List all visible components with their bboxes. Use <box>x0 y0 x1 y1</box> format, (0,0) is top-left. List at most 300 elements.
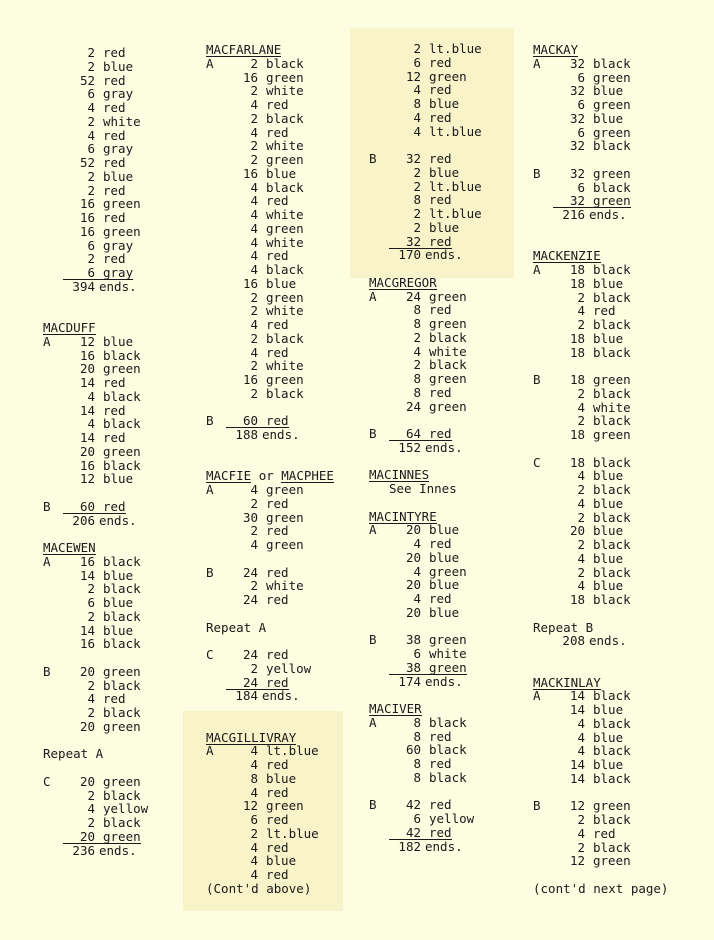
thread-count: 2 <box>87 58 95 74</box>
ends-label: ends. <box>425 247 463 263</box>
thread-count-row <box>369 358 509 372</box>
thread-count: 6 <box>87 265 95 280</box>
thread-count-row <box>43 431 183 445</box>
thread-color: lt.blue <box>429 123 482 139</box>
thread-count-row <box>533 469 683 483</box>
thread-color: red <box>429 151 452 166</box>
thread-count-row <box>206 277 356 291</box>
thread-count-row <box>533 497 683 511</box>
thread-count-row <box>369 42 509 56</box>
thread-count: 18 <box>569 330 585 346</box>
column-2 <box>206 43 356 896</box>
thread-count: 20 <box>405 522 421 538</box>
thread-count-row <box>43 115 183 129</box>
thread-color: blue <box>593 83 624 99</box>
thread-count-row <box>369 152 509 166</box>
thread-color: red <box>593 303 616 319</box>
thread-count-row <box>206 524 356 538</box>
thread-color: blue <box>593 275 624 291</box>
section-label: C <box>43 773 51 789</box>
thread-count: 2 <box>577 509 585 525</box>
thread-count-row <box>533 346 683 360</box>
thread-count: 2 <box>250 55 258 71</box>
thread-count: 4 <box>577 468 585 484</box>
thread-count: 20 <box>405 604 421 620</box>
spacer <box>206 442 356 456</box>
thread-color: red <box>429 797 452 813</box>
thread-color: black <box>593 138 631 154</box>
thread-color: blue <box>593 523 624 539</box>
thread-count-row <box>43 74 183 88</box>
thread-count-row <box>369 345 509 359</box>
ends-label: ends. <box>425 439 463 455</box>
spacer <box>369 620 509 634</box>
thread-count-row <box>533 428 683 442</box>
thread-count: 4 <box>577 743 585 759</box>
thread-count-row <box>206 579 356 593</box>
spacer <box>533 442 683 456</box>
thread-count: 2 <box>250 495 258 511</box>
thread-count-row <box>206 291 356 305</box>
thread-color: black <box>593 413 631 429</box>
total-count: 152 <box>398 439 421 455</box>
thread-color: black <box>593 262 631 277</box>
thread-count: 4 <box>250 248 258 264</box>
thread-count-row <box>369 111 509 125</box>
tartan-heading <box>369 276 509 290</box>
thread-count-row <box>43 184 183 198</box>
thread-count: 14 <box>79 430 95 445</box>
section-label: A <box>206 482 214 497</box>
thread-count: 16 <box>79 223 95 239</box>
thread-color: black <box>266 385 304 401</box>
thread-count-row <box>43 390 183 404</box>
thread-count: 2 <box>413 178 421 194</box>
thread-color: black <box>103 457 141 473</box>
thread-count: 6 <box>577 69 585 85</box>
thread-count: 2 <box>87 608 95 624</box>
thread-count: 2 <box>577 812 585 827</box>
tartan-heading <box>206 469 356 483</box>
thread-color: black <box>429 357 467 373</box>
thread-count: 4 <box>413 536 421 551</box>
thread-count-row <box>206 813 356 827</box>
thread-count-row <box>369 221 509 235</box>
thread-count-row <box>206 483 356 497</box>
thread-count: 24 <box>405 288 421 304</box>
thread-count-row <box>43 211 183 225</box>
thread-count: 20 <box>79 443 95 459</box>
thread-color: red <box>266 124 289 140</box>
thread-color: red <box>266 413 289 429</box>
thread-count-row <box>206 153 356 167</box>
thread-count: 2 <box>413 329 421 345</box>
thread-count-row <box>206 758 356 772</box>
thread-count-row <box>369 798 509 812</box>
thread-count: 14 <box>569 770 585 786</box>
thread-color: blue <box>103 622 134 638</box>
thread-color: blue <box>593 702 624 717</box>
total-ends-line <box>206 689 356 703</box>
thread-color: lt.blue <box>266 743 319 759</box>
thread-count: 6 <box>87 141 95 157</box>
thread-color: blue <box>593 757 624 772</box>
column-3 <box>369 42 509 853</box>
thread-count: 4 <box>250 537 258 552</box>
tartan-name: MACKAY <box>533 42 579 57</box>
spacer <box>43 294 183 308</box>
thread-color: black <box>593 289 631 305</box>
thread-count: 2 <box>87 581 95 597</box>
thread-count: 2 <box>250 289 258 305</box>
thread-color: red <box>103 251 126 267</box>
thread-count-row <box>533 689 683 703</box>
thread-color: black <box>266 55 304 71</box>
thread-color: blue <box>429 522 460 538</box>
thread-count: 38 <box>405 632 421 648</box>
thread-color: blue <box>593 578 624 594</box>
thread-count-row <box>43 679 183 693</box>
thread-color: red <box>429 109 452 125</box>
ends-label: ends. <box>262 427 300 442</box>
thread-color: gray <box>103 86 134 102</box>
thread-count-row <box>206 662 356 676</box>
tartan-heading <box>533 676 683 690</box>
thread-count-row <box>369 578 509 592</box>
thread-count: 4 <box>250 262 258 277</box>
thread-count-row <box>43 665 183 679</box>
thread-count: 8 <box>413 769 421 785</box>
thread-count-row <box>369 523 509 537</box>
thread-count: 2 <box>87 251 95 267</box>
spacer <box>206 634 356 648</box>
thread-count-row <box>533 304 683 318</box>
spacer <box>533 236 683 250</box>
thread-count-row <box>533 524 683 538</box>
thread-count: 2 <box>87 705 95 720</box>
thread-count: 2 <box>250 152 258 167</box>
thread-color: black <box>593 509 631 525</box>
total-count: 182 <box>398 838 421 854</box>
thread-color: green <box>593 193 631 209</box>
thread-count-row <box>369 290 509 304</box>
thread-count: 2 <box>577 289 585 305</box>
thread-color: green <box>593 372 631 387</box>
thread-count-row <box>369 372 509 386</box>
spacer <box>533 607 683 621</box>
thread-color: green <box>593 798 631 814</box>
thread-count: 4 <box>413 82 421 98</box>
thread-count-row <box>206 236 356 250</box>
thread-count-row <box>533 71 683 85</box>
spacer <box>533 359 683 373</box>
tartan-heading <box>533 43 683 57</box>
thread-color: lt.blue <box>429 41 482 56</box>
thread-color: black <box>429 742 467 758</box>
thread-count: 8 <box>413 316 421 331</box>
tartan-name: MACIVER <box>369 701 422 716</box>
thread-count: 2 <box>250 523 258 539</box>
thread-color: white <box>593 399 631 415</box>
thread-color: green <box>103 663 141 679</box>
thread-count: 12 <box>569 798 585 814</box>
section-label: B <box>43 498 51 514</box>
thread-count-row <box>43 637 183 651</box>
thread-color: black <box>593 317 631 332</box>
thread-count-row <box>533 703 683 717</box>
thread-count-row <box>369 743 509 757</box>
thread-color: green <box>593 124 631 140</box>
thread-count-row <box>533 126 683 140</box>
thread-color: red <box>103 45 126 60</box>
thread-count-row <box>206 868 356 882</box>
thread-color: black <box>103 705 141 720</box>
thread-color: red <box>266 97 289 112</box>
thread-color: white <box>266 578 304 594</box>
thread-count-row <box>533 799 683 813</box>
thread-color: green <box>593 427 631 442</box>
thread-color: black <box>593 55 631 71</box>
thread-count-row <box>43 610 183 624</box>
thread-count-row <box>206 414 356 428</box>
thread-count: 4 <box>87 388 95 404</box>
total-count: 208 <box>562 633 585 649</box>
section-label: B <box>533 372 541 387</box>
thread-count: 38 <box>405 659 421 675</box>
thread-count-row <box>533 84 683 98</box>
thread-color: red <box>103 691 126 707</box>
thread-count: 4 <box>577 729 585 745</box>
thread-color: green <box>266 798 304 814</box>
thread-count-row <box>369 565 509 579</box>
thread-count: 8 <box>413 192 421 208</box>
note-text: (cont'd next page) <box>533 880 669 896</box>
thread-color: red <box>266 248 289 264</box>
thread-color: green <box>266 289 304 305</box>
thread-count: 4 <box>250 97 258 112</box>
tartan-name: MACDUFF <box>43 320 96 335</box>
thread-count-row <box>206 249 356 263</box>
thread-count: 2 <box>413 41 421 56</box>
thread-count-row <box>43 46 183 60</box>
thread-count-row <box>43 569 183 583</box>
note-text: See Innes <box>389 481 457 496</box>
column-4 <box>533 43 683 896</box>
thread-count: 20 <box>79 773 95 789</box>
thread-count: 2 <box>577 564 585 580</box>
thread-color: white <box>266 358 304 374</box>
thread-count: 2 <box>413 164 421 180</box>
thread-count-row <box>369 537 509 551</box>
thread-count-row <box>43 60 183 74</box>
thread-count-row <box>43 720 183 734</box>
thread-count: 16 <box>242 165 258 181</box>
spacer <box>43 651 183 665</box>
section-label: A <box>369 522 377 538</box>
thread-count-row <box>206 497 356 511</box>
thread-count: 20 <box>79 663 95 679</box>
thread-count: 18 <box>569 592 585 607</box>
thread-count-row <box>43 376 183 390</box>
thread-count-row <box>369 771 509 785</box>
thread-count: 4 <box>577 550 585 566</box>
thread-count-row <box>533 566 683 580</box>
tartan-name: MACINTYRE <box>369 508 437 524</box>
thread-count: 4 <box>250 193 258 209</box>
thread-count-row <box>369 551 509 565</box>
tartan-heading <box>369 468 509 482</box>
total-count: 216 <box>562 207 585 222</box>
thread-count-row <box>533 318 683 332</box>
thread-color: red <box>103 72 126 88</box>
ends-label: ends. <box>589 207 627 222</box>
thread-color: blue <box>429 549 460 565</box>
thread-color: green <box>429 563 467 579</box>
thread-count: 2 <box>87 113 95 129</box>
thread-count: 4 <box>413 109 421 125</box>
thread-count-row <box>369 661 509 675</box>
thread-count-row <box>43 830 183 844</box>
thread-count: 4 <box>87 691 95 707</box>
thread-count: 60 <box>405 742 421 758</box>
thread-color: black <box>103 388 141 404</box>
total-count: 206 <box>72 512 95 528</box>
thread-color: black <box>266 330 304 346</box>
spacer <box>43 527 183 541</box>
thread-count: 6 <box>250 812 258 827</box>
thread-count-row <box>533 731 683 745</box>
thread-count-row <box>533 456 683 470</box>
thread-count: 4 <box>87 127 95 143</box>
tartan-heading <box>369 702 509 716</box>
tartan-name: MACFIE <box>206 468 252 484</box>
thread-count: 16 <box>242 275 258 291</box>
thread-count: 4 <box>250 757 258 772</box>
thread-count-row <box>43 156 183 170</box>
thread-color: red <box>266 867 289 882</box>
tartan-name: MACEWEN <box>43 540 96 555</box>
underlined-final-count <box>63 498 126 514</box>
thread-count-row <box>533 98 683 112</box>
thread-count-row <box>43 266 183 280</box>
thread-count-row <box>533 538 683 552</box>
thread-count-row <box>43 500 183 514</box>
thread-count-row <box>43 129 183 143</box>
thread-count: 2 <box>577 839 585 855</box>
thread-count: 18 <box>569 262 585 277</box>
thread-color: green <box>266 220 304 236</box>
note-text: Repeat A <box>43 746 104 762</box>
thread-count-row <box>43 142 183 156</box>
ends-label: ends. <box>262 688 300 704</box>
thread-count-row <box>369 812 509 826</box>
thread-count: 2 <box>250 138 258 154</box>
spacer <box>369 496 509 510</box>
section-label: A <box>206 55 214 71</box>
thread-count-row <box>206 827 356 841</box>
thread-color: gray <box>103 141 134 157</box>
thread-color: blue <box>593 468 624 484</box>
section-label: B <box>206 413 214 429</box>
thread-color: blue <box>103 567 134 583</box>
total-count: 184 <box>235 688 258 704</box>
spacer <box>533 648 683 662</box>
thread-count-row <box>206 566 356 580</box>
ends-label: ends. <box>425 838 463 854</box>
thread-count: 64 <box>405 426 421 441</box>
thread-count: 42 <box>405 824 421 840</box>
thread-count: 20 <box>79 361 95 377</box>
thread-count-row <box>206 359 356 373</box>
tartan-name-alt: MACPHEE <box>281 468 334 484</box>
thread-color: red <box>103 182 126 198</box>
thread-count: 4 <box>577 715 585 731</box>
thread-color: red <box>429 536 452 551</box>
thread-count: 2 <box>250 303 258 319</box>
thread-count-row <box>43 692 183 706</box>
tartan-heading <box>206 43 356 57</box>
section-label: A <box>533 55 541 71</box>
thread-count-row <box>206 841 356 855</box>
thread-count: 4 <box>250 839 258 855</box>
thread-count: 32 <box>405 233 421 249</box>
thread-count-row <box>206 167 356 181</box>
thread-count: 20 <box>79 828 95 844</box>
thread-count: 4 <box>250 220 258 236</box>
thread-count-row <box>533 167 683 181</box>
thread-count-row <box>43 789 183 803</box>
thread-count: 52 <box>79 72 95 88</box>
thread-color: black <box>593 179 631 195</box>
thread-count-row <box>43 706 183 720</box>
thread-count: 12 <box>405 68 421 84</box>
thread-count: 4 <box>250 234 258 250</box>
thread-count-row <box>206 304 356 318</box>
thread-count: 2 <box>87 45 95 60</box>
thread-color: blue <box>593 330 624 346</box>
thread-count: 14 <box>569 702 585 717</box>
thread-count-row <box>533 758 683 772</box>
thread-count: 14 <box>79 402 95 418</box>
thread-count-row <box>533 552 683 566</box>
section-label: C <box>206 647 214 662</box>
underlined-final-count <box>63 828 141 844</box>
thread-count: 2 <box>413 357 421 373</box>
thread-count-row <box>43 239 183 253</box>
thread-count-row <box>533 387 683 401</box>
thread-count: 4 <box>250 743 258 759</box>
thread-count-row <box>43 582 183 596</box>
thread-color: black <box>593 454 631 470</box>
thread-color: green <box>429 659 467 675</box>
thread-count-row <box>206 593 356 607</box>
thread-color: blue <box>266 275 297 291</box>
thread-count-row <box>43 349 183 363</box>
thread-count: 4 <box>87 100 95 115</box>
thread-count-row <box>533 414 683 428</box>
thread-count: 14 <box>79 567 95 583</box>
thread-count-row <box>43 252 183 266</box>
thread-count-row <box>206 139 356 153</box>
thread-color: red <box>429 302 452 318</box>
thread-color: red <box>266 592 289 607</box>
total-ends-line <box>369 675 509 689</box>
thread-count: 32 <box>569 55 585 71</box>
thread-count-row <box>206 112 356 126</box>
thread-color: lt.blue <box>266 825 319 841</box>
thread-color: blue <box>593 729 624 745</box>
thread-color: black <box>103 677 141 693</box>
